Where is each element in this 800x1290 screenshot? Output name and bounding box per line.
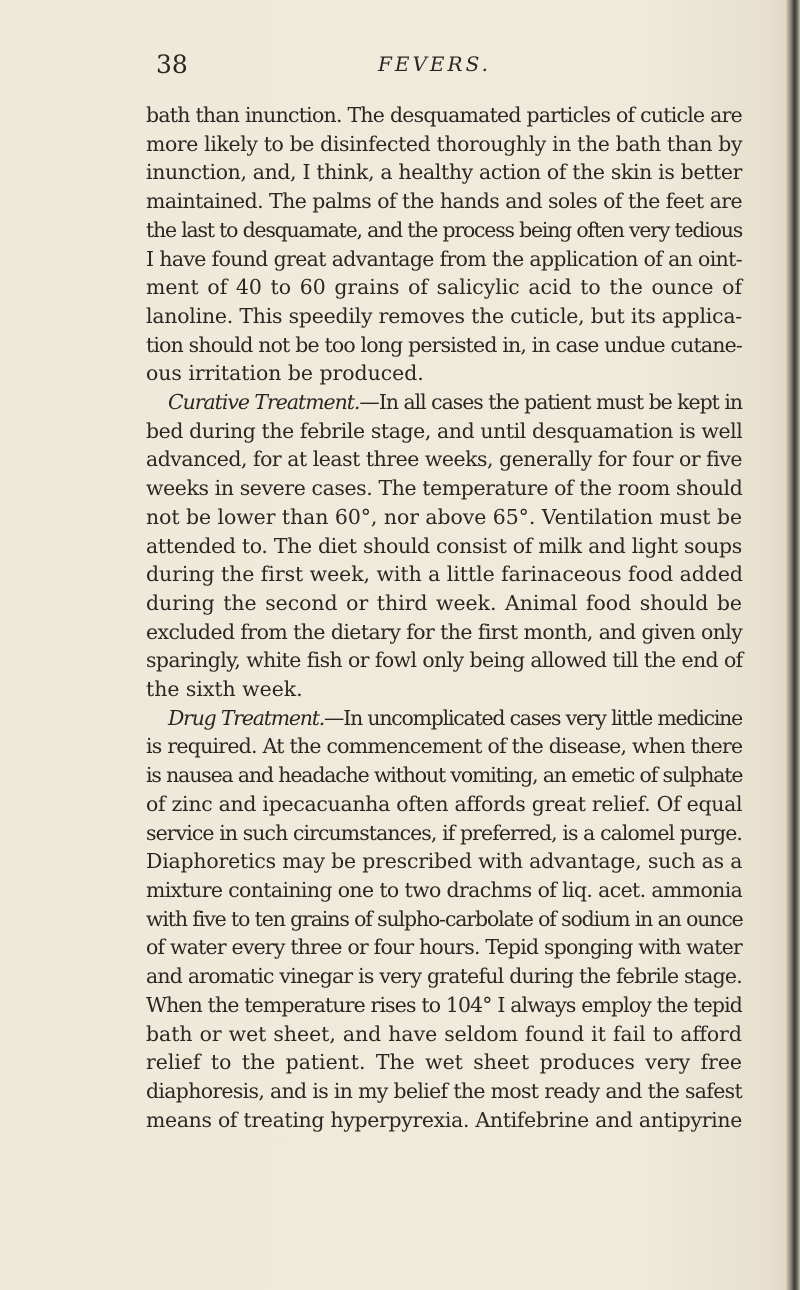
text-line: I have found great advantage from the application of an oint-: [146, 246, 743, 271]
text-line: Diaphoretics may be prescribed with advantage, such as a: [146, 849, 743, 874]
text-line: with five to ten grains of sulpho-carbolate of sodium in an ounce: [146, 906, 743, 931]
text-line: excluded from the dietary for the first month, and given only: [146, 619, 743, 644]
drug-treatment-first-text: —In uncomplicated cases very little medicine: [324, 705, 742, 730]
page-header: [0, 50, 780, 90]
text-line: maintained. The palms of the hands and soles of the feet are: [146, 189, 742, 214]
text-line: lanoline. This speedily removes the cuticle, but its applica-: [146, 303, 742, 328]
text-line: more likely to be disinfected thoroughly in the bath than by: [146, 131, 743, 156]
running-head: FEVERS.: [378, 52, 491, 76]
page-number: 38: [156, 50, 188, 79]
curative-treatment-first-line: [146, 388, 742, 417]
text-line: weeks in severe cases. The temperature of the room should: [146, 476, 743, 501]
text-line: diaphoresis, and is in my belief the most ready and the safest: [146, 1078, 742, 1103]
text-line: during the second or third week. Animal food should be: [146, 590, 742, 615]
text-line: is required. At the commencement of the disease, when there: [146, 734, 743, 759]
text-line: attended to. The diet should consist of milk and light soups: [146, 533, 742, 558]
curative-treatment-heading: Curative Treatment.: [168, 390, 360, 415]
body-text: [146, 101, 742, 1134]
text-line: relief to the patient. The wet sheet produces very free: [146, 1050, 742, 1075]
text-line: is nausea and headache without vomiting, an emetic of sulphate: [146, 763, 743, 788]
text-line: tion should not be too long persisted in, in case undue cutane-: [146, 332, 742, 357]
drug-treatment-first-line: [146, 704, 742, 733]
text-line: means of treating hyperpyrexia. Antifebrine and antipyrine: [146, 1107, 742, 1132]
text-line: service in such circumstances, if preferred, is a calomel purge.: [146, 820, 742, 845]
text-line: the sixth week.: [146, 677, 303, 702]
text-line: of water every three or four hours. Tepid sponging with water: [146, 935, 742, 960]
text-line: mixture containing one to two drachms of liq. acet. ammonia: [146, 877, 743, 902]
text-line: When the temperature rises to 104° I always employ the tepid: [146, 992, 742, 1017]
text-line: ous irritation be produced.: [146, 361, 424, 386]
text-line: ment of 40 to 60 grains of salicylic acid to the ounce of: [146, 275, 742, 300]
page-edge-shadow: [786, 0, 800, 1290]
text-line: of zinc and ipecacuanha often affords great relief. Of equal: [146, 791, 743, 816]
curative-treatment-first-text: —In all cases the patient must be kept in: [359, 390, 743, 415]
text-line: bath than inunction. The desquamated particles of cuticle are: [146, 103, 742, 127]
text-line: bed during the febrile stage, and until desquamation is well: [146, 418, 743, 443]
text-line: bath or wet sheet, and have seldom found it fail to afford: [146, 1021, 742, 1046]
text-line: the last to desquamate, and the process being often very tedious: [146, 217, 743, 242]
text-line: and aromatic vinegar is very grateful during the febrile stage.: [146, 964, 742, 989]
text-line: advanced, for at least three weeks, generally for four or five: [146, 447, 743, 472]
text-line: sparingly, white fish or fowl only being allowed till the end of: [146, 648, 743, 673]
text-line: during the first week, with a little farinaceous food added: [146, 562, 743, 587]
text-line: not be lower than 60°, nor above 65°. Ventilation must be: [146, 504, 742, 529]
text-line: inunction, and, I think, a healthy action of the skin is better: [146, 160, 742, 185]
drug-treatment-heading: Drug Treatment.: [168, 705, 325, 730]
